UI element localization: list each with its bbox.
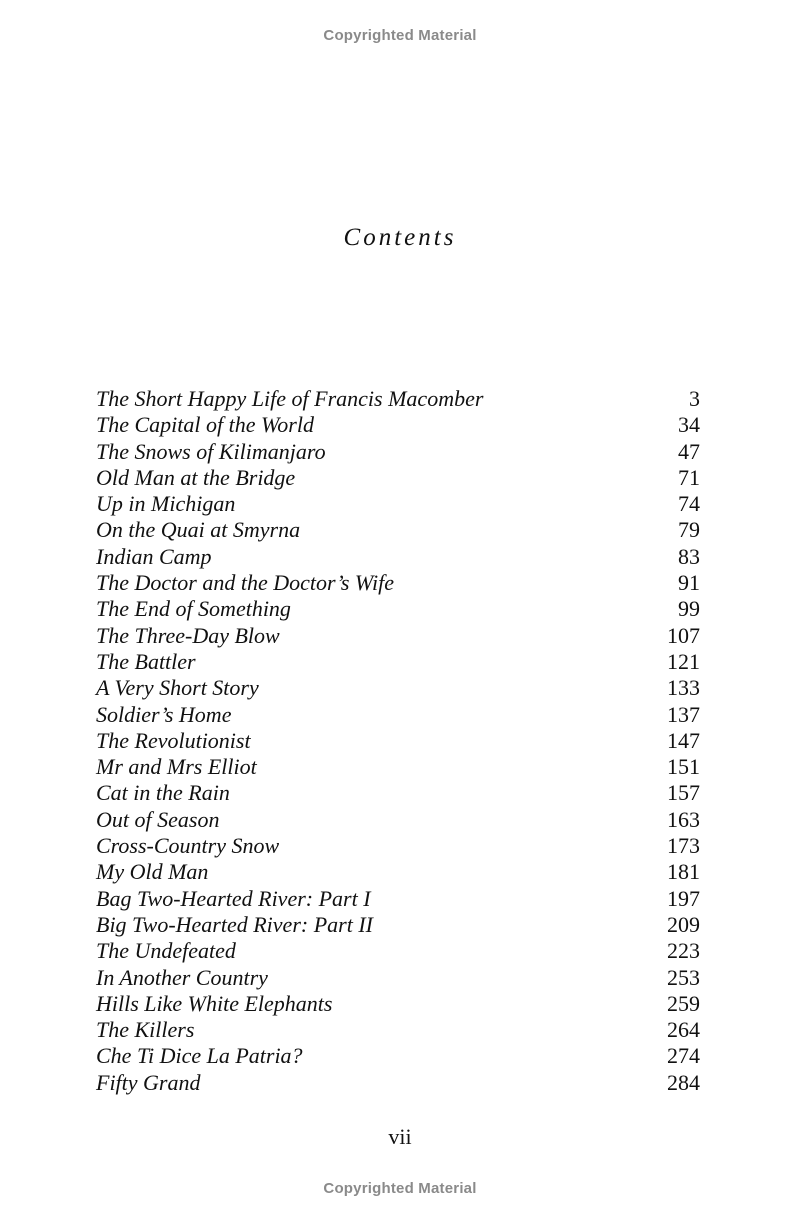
toc-entry-page: 3 <box>689 386 700 411</box>
toc-entry-page: 284 <box>667 1069 700 1095</box>
toc-entry-title: Che Ti Dice La Patria? <box>96 1043 303 1069</box>
toc-entry <box>96 965 700 991</box>
toc-entry <box>96 886 700 912</box>
toc-entry <box>96 807 700 833</box>
toc-entry-page: 107 <box>667 622 700 648</box>
toc-entry-title: The Doctor and the Doctor’s Wife <box>96 570 394 596</box>
toc-entry-page: 259 <box>667 990 700 1016</box>
toc-entry <box>96 439 700 465</box>
toc-entry-title: On the Quai at Smyrna <box>96 517 301 543</box>
toc-entry-page: 133 <box>667 675 700 701</box>
toc-entry <box>96 596 700 622</box>
toc-entry <box>96 570 700 596</box>
toc-entry <box>96 780 700 806</box>
toc-entry <box>96 675 700 701</box>
toc-entry <box>96 386 700 412</box>
toc-entry-title: The Short Happy Life of Francis Macomber <box>96 386 484 411</box>
copyright-watermark-bottom: Copyrighted Material <box>323 1180 477 1197</box>
toc-entry <box>96 754 700 780</box>
toc-entry-page: 34 <box>678 412 700 438</box>
toc-entry-page: 91 <box>678 570 700 596</box>
toc-entry <box>96 1017 700 1043</box>
toc-entry-title: The Capital of the World <box>96 412 314 438</box>
toc-entry-title: The Three-Day Blow <box>96 622 280 648</box>
toc-entry-title: The Snows of Kilimanjaro <box>96 438 326 464</box>
toc-entry-page: 264 <box>667 1017 700 1043</box>
toc-entry-page: 147 <box>667 727 700 753</box>
toc-entry-title: My Old Man <box>96 859 209 885</box>
toc-entry-page: 151 <box>667 754 700 780</box>
toc-entry-title: Cat in the Rain <box>96 780 230 806</box>
toc-entry-title: Indian Camp <box>96 543 212 569</box>
toc-entry <box>96 517 700 543</box>
toc-entry-title: Bag Two-Hearted River: Part I <box>96 885 371 911</box>
toc-entry <box>96 938 700 964</box>
toc-entry-page: 79 <box>678 517 700 543</box>
toc-entry-title: Fifty Grand <box>96 1069 201 1095</box>
toc-entry-title: Cross-Country Snow <box>96 833 280 859</box>
toc-entry-title: Big Two-Hearted River: Part II <box>96 911 373 937</box>
toc-entry-page: 181 <box>667 859 700 885</box>
toc-entry-title: A Very Short Story <box>96 675 259 701</box>
toc-entry-title: The Killers <box>96 1017 195 1043</box>
toc-entry-title: In Another Country <box>96 964 268 990</box>
toc-entry-title: The Battler <box>96 648 196 674</box>
toc-entry-title: The End of Something <box>96 596 291 622</box>
toc-entry-page: 47 <box>678 438 700 464</box>
toc-entry-title: Up in Michigan <box>96 491 236 517</box>
toc-entry-title: The Revolutionist <box>96 727 251 753</box>
toc-entry <box>96 991 700 1017</box>
toc-entry <box>96 1070 700 1096</box>
toc-entry-page: 121 <box>667 648 700 674</box>
toc-entry <box>96 833 700 859</box>
toc-entry-title: Hills Like White Elephants <box>96 990 333 1016</box>
table-of-contents <box>96 386 700 1096</box>
toc-entry-page: 163 <box>667 806 700 832</box>
toc-entry <box>96 649 700 675</box>
toc-entry-title: Mr and Mrs Elliot <box>96 754 257 780</box>
toc-entry-page: 137 <box>667 701 700 727</box>
copyright-watermark-top: Copyrighted Material <box>323 27 477 44</box>
toc-entry <box>96 728 700 754</box>
toc-entry-page: 71 <box>678 464 700 490</box>
toc-entry <box>96 412 700 438</box>
toc-entry-title: Out of Season <box>96 806 220 832</box>
toc-entry-page: 274 <box>667 1043 700 1069</box>
toc-entry-page: 223 <box>667 938 700 964</box>
contents-heading: Contents <box>343 224 457 251</box>
toc-entry-title: Soldier’s Home <box>96 701 232 727</box>
toc-entry-page: 99 <box>678 596 700 622</box>
toc-entry-page: 83 <box>678 543 700 569</box>
toc-entry <box>96 465 700 491</box>
toc-entry-page: 253 <box>667 964 700 990</box>
toc-entry-page: 157 <box>667 780 700 806</box>
toc-entry <box>96 702 700 728</box>
toc-entry-page: 74 <box>678 491 700 517</box>
toc-entry <box>96 544 700 570</box>
toc-entry-title: The Undefeated <box>96 938 236 964</box>
toc-entry <box>96 623 700 649</box>
toc-entry <box>96 1043 700 1069</box>
toc-entry <box>96 491 700 517</box>
page-number: vii <box>388 1124 412 1149</box>
toc-entry-title: Old Man at the Bridge <box>96 464 296 490</box>
toc-entry <box>96 859 700 885</box>
toc-entry <box>96 912 700 938</box>
toc-entry-page: 173 <box>667 833 700 859</box>
toc-entry-page: 197 <box>667 885 700 911</box>
toc-entry-page: 209 <box>667 911 700 937</box>
